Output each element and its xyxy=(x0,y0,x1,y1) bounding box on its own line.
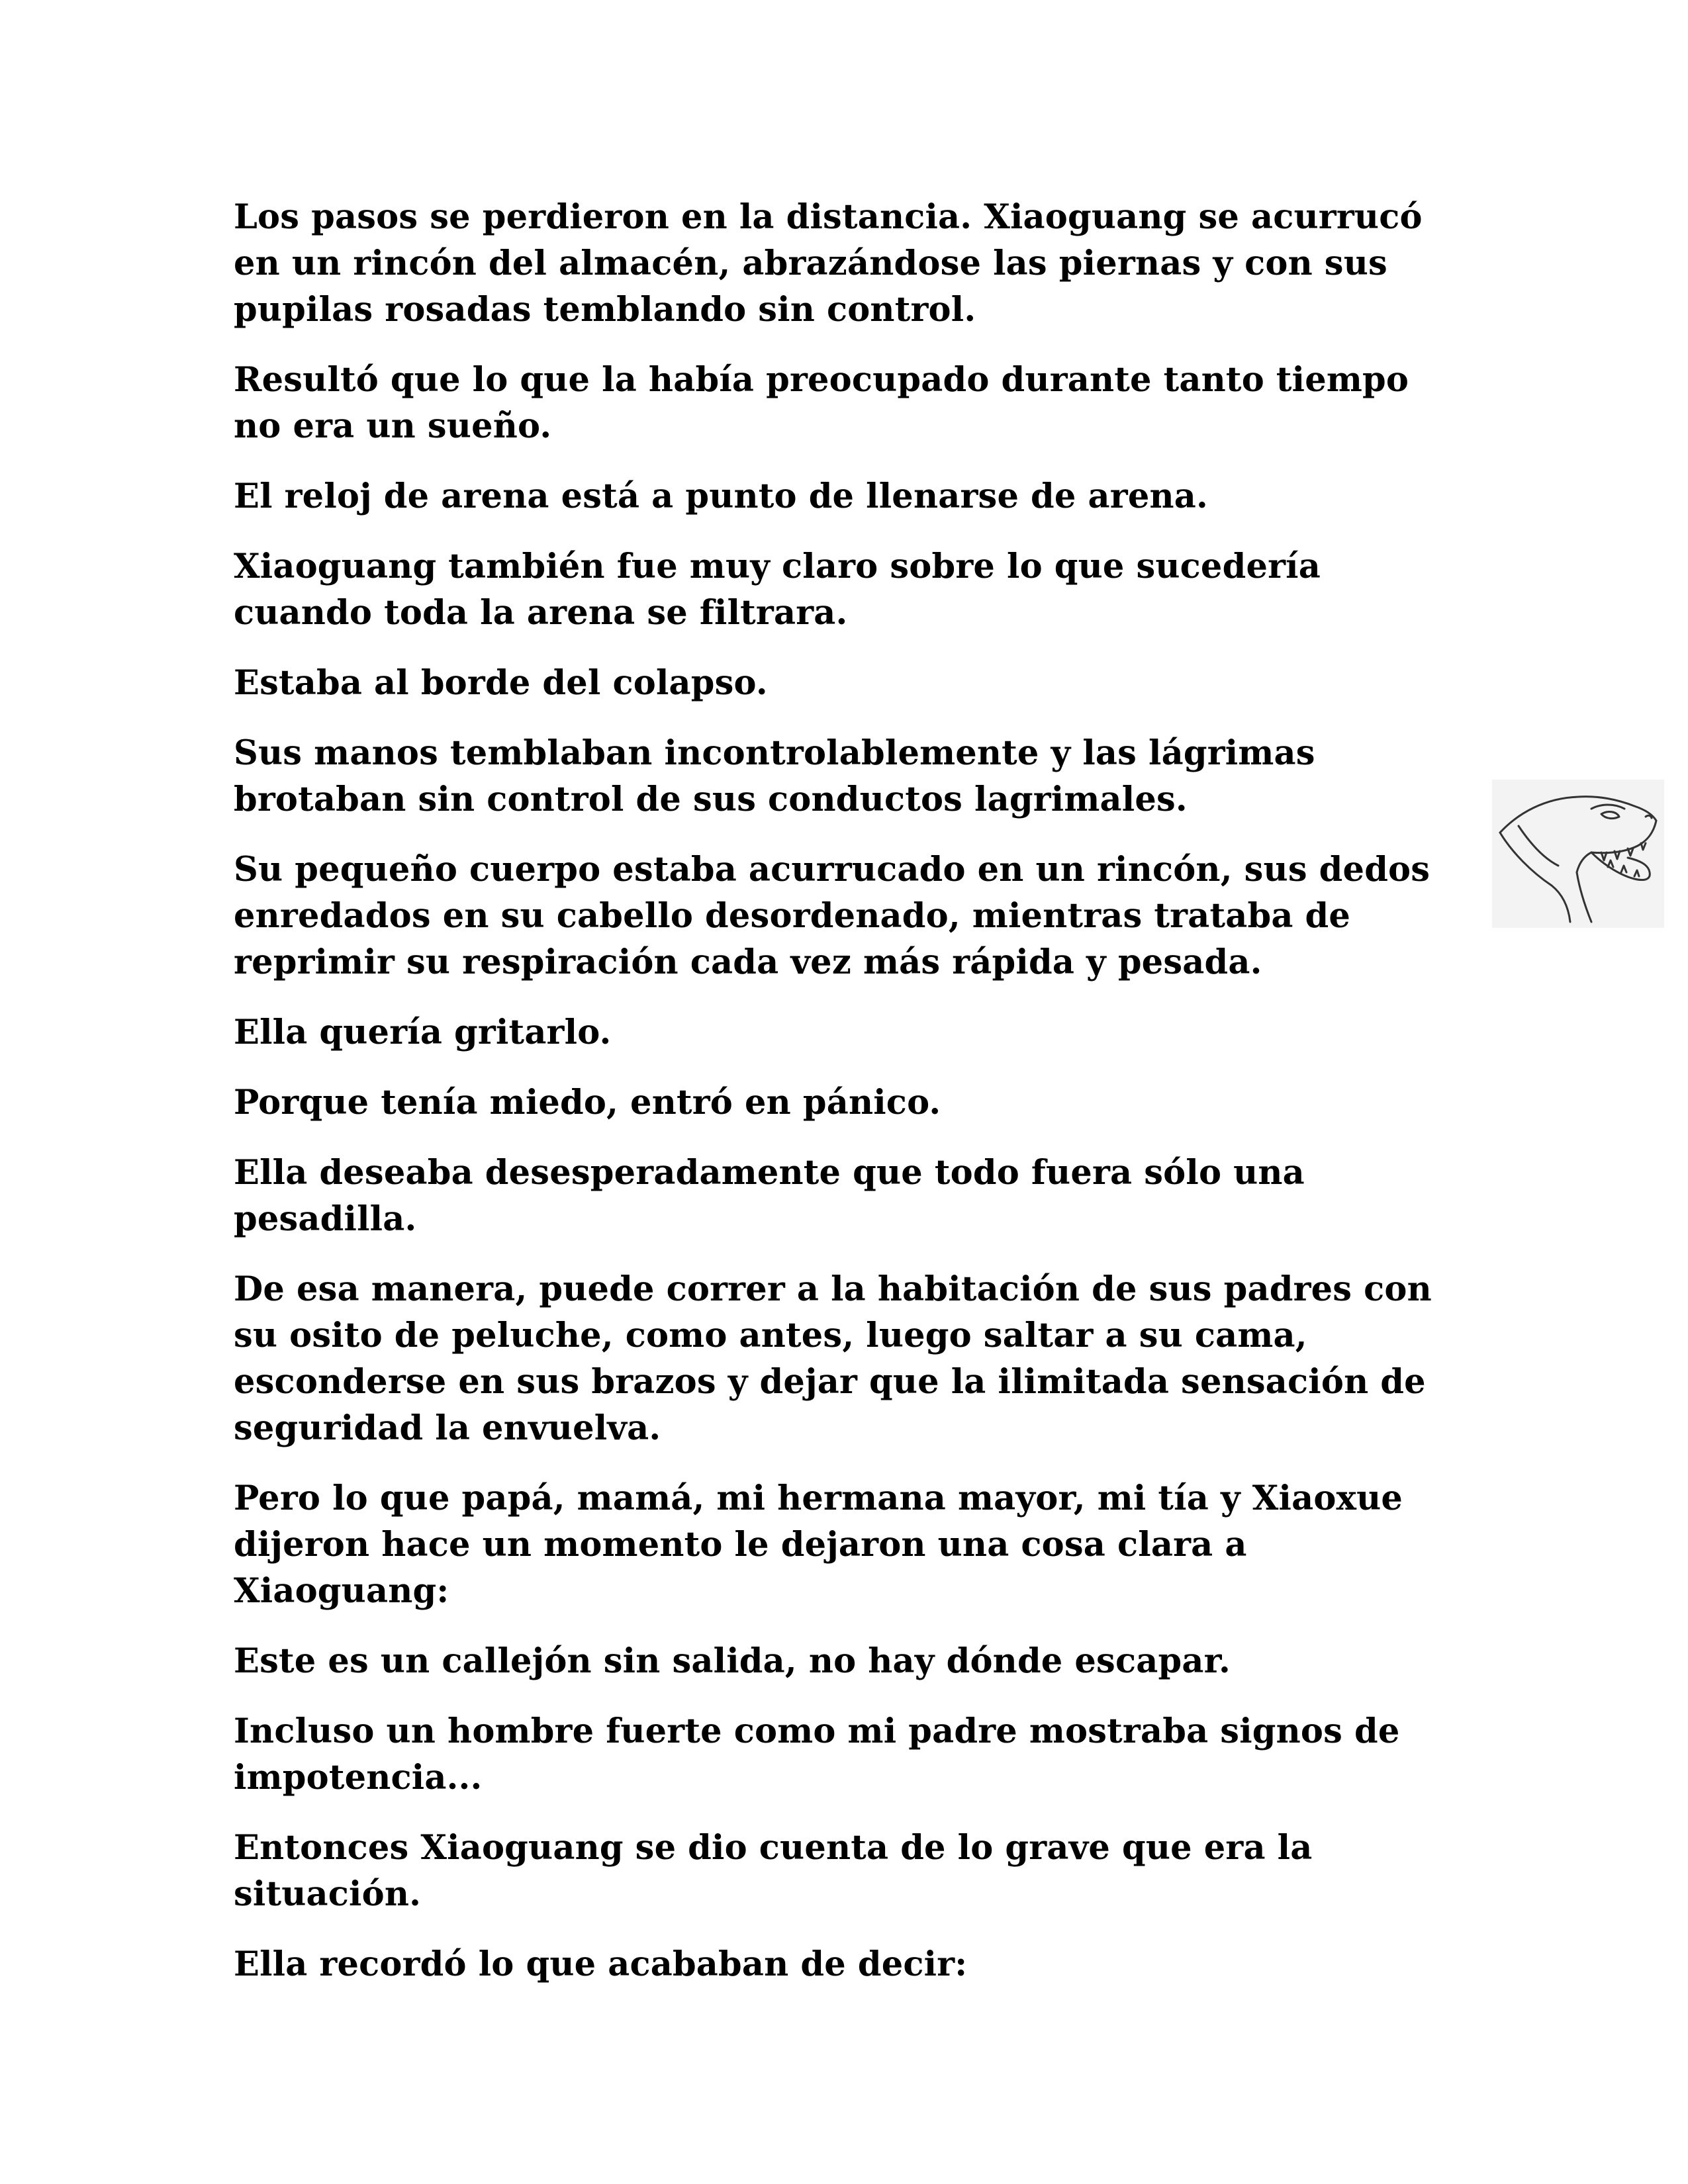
dinosaur-head-sketch-icon xyxy=(1492,780,1664,928)
text-column xyxy=(234,194,1452,2011)
paragraph: Entonces Xiaoguang se dio cuenta de lo grave que era la situación. xyxy=(234,1828,1313,1914)
paragraph: El reloj de arena está a punto de llenarse de arena. xyxy=(234,477,1208,516)
paragraph: Ella deseaba desesperadamente que todo fuera sólo una pesadilla. xyxy=(234,1153,1305,1239)
paragraph: Ella quería gritarlo. xyxy=(234,1013,612,1052)
paragraph: Ella recordó lo que acababan de decir: xyxy=(234,1944,968,1984)
paragraph: Resultó que lo que la había preocupado durante tanto tiempo no era un sueño. xyxy=(234,360,1409,446)
paragraph: Estaba al borde del colapso. xyxy=(234,663,768,703)
paragraph: Su pequeño cuerpo estaba acurrucado en un rincón, sus dedos enredados en su cabello desordenado, mientras trataba de reprimir su respiración cada vez más rápida y pesada. xyxy=(234,850,1430,982)
paragraph: Sus manos temblaban incontrolablemente y las lágrimas brotaban sin control de sus conductos lagrimales. xyxy=(234,733,1315,819)
paragraph: Este es un callejón sin salida, no hay dónde escapar. xyxy=(234,1641,1231,1681)
paragraph: Pero lo que papá, mamá, mi hermana mayor, mi tía y Xiaoxue dijeron hace un momento le dejaron una cosa clara a Xiaoguang: xyxy=(234,1479,1403,1611)
paragraph: De esa manera, puede correr a la habitación de sus padres con su osito de peluche, como antes, luego saltar a su cama, esconderse en sus brazos y dejar que la ilimitada sensación de seguridad la envuelva. xyxy=(234,1269,1432,1448)
paragraph: Xiaoguang también fue muy claro sobre lo que sucedería cuando toda la arena se filtrara. xyxy=(234,547,1321,633)
paragraph: Los pasos se perdieron en la distancia. Xiaoguang se acurrucó en un rincón del almacén, abrazándose las piernas y con sus pupilas rosadas temblando sin control. xyxy=(234,197,1423,330)
paragraph: Porque tenía miedo, entró en pánico. xyxy=(234,1083,941,1122)
paragraph: Incluso un hombre fuerte como mi padre mostraba signos de impotencia... xyxy=(234,1711,1400,1797)
